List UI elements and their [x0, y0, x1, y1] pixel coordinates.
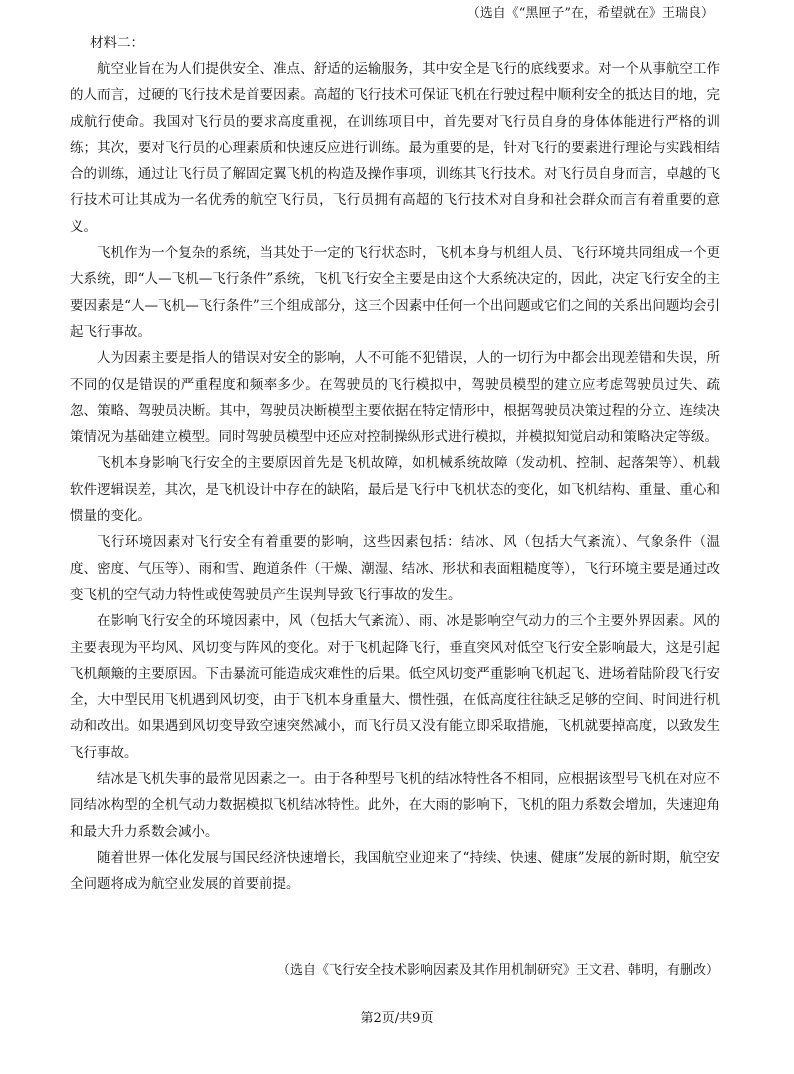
paragraph: 航空业旨在为人们提供安全、准点、舒适的运输服务，其中安全是飞行的底线要求。对一个从事航空工作的人而言，过硬的飞行技术是首要因素。高超的飞行技术可保证飞机在行驶过程中顺利安全的抵达目的地，完成航行使命。我国对飞行员的要求高度重视，在训练项目中，首先要对飞行员自身的身体体能进行严格的训练；其次，要对飞行员的心理素质和快速反应进行训练。最为重要的是，针对飞行的要素进行理论与实践相结合的训练，通过让飞行员了解固定翼飞机的构造及操作事项，训练其飞行技术。对飞行员自身而言，卓越的飞行技术可让其成为一名优秀的航空飞行员，飞行员拥有高超的飞行技术对自身和社会群众而言有着重要的意义。 [70, 61, 720, 235]
paragraph: 随着世界一体化发展与国民经济快速增长，我国航空业迎来了“持续、快速、健康”发展的新时期，航空安全问题将成为航空业发展的首要前提。 [70, 849, 720, 893]
paragraph: 飞行环境因素对飞行安全有着重要的影响，这些因素包括：结冰、风（包括大气紊流）、气象条件（温度、密度、气压等）、雨和雪、跑道条件（干燥、潮湿、结冰、形状和表面粗糙度等），飞行环境主要是通过改变飞机的空气动力特性或使驾驶员产生误判导致飞行事故的发生。 [70, 534, 720, 603]
source-citation-top: （选自《“黑匣子”在，希望就在》王瑞良） [466, 6, 714, 21]
paragraph: 飞机本身影响飞行安全的主要原因首先是飞机故障，如机械系统故障（发动机、控制、起落架等）、机载软件逻辑误差，其次，是飞机设计中存在的缺陷，最后是飞行中飞机状态的变化，如飞机结构、重量、重心和惯量的变化。 [70, 455, 720, 525]
paragraph: 在影响飞行安全的环境因素中，风（包括大气紊流）、雨、冰是影响空气动力的三个主要外界因素。风的主要表现为平均风、风切变与阵风的变化。对于飞机起降飞行，垂直突风对低空飞行安全影响最大，这是引起飞机颠簸的主要原因。下击暴流可能造成灾难性的后果。低空风切变严重影响飞机起飞、进场着陆阶段飞行安全，大中型民用飞机遇到风切变，由于飞机本身重量大、惯性强，在低高度往往缺乏足够的空间、时间进行机动和改出。如果遇到风切变导致空速突然减小，而飞行员又没有能立即采取措施，飞机就要掉高度，以致发生飞行事故。 [70, 613, 720, 761]
paragraph: 飞机作为一个复杂的系统，当其处于一定的飞行状态时，飞机本身与机组人员、飞行环境共同组成一个更大系统，即“人—飞机—飞行条件”系统，飞机飞行安全主要是由这个大系统决定的，因此，决定飞行安全的主要因素是“人—飞机—飞行条件”三个组成部分，这三个因素中任何一个出问题或它们之间的关系出问题均会引起飞行事故。 [70, 245, 720, 340]
paragraph: 人为因素主要是指人的错误对安全的影响，人不可能不犯错误，人的一切行为中都会出现差错和失误，所不同的仅是错误的严重程度和频率多少。在驾驶员的飞行模拟中，驾驶员模型的建立应考虑驾驶员过失、疏忽、策略、驾驶员决断。其中，驾驶员决断模型主要依据在特定情形中，根据驾驶员决策过程的分立、连续决策情况为基础建立模型。同时驾驶员模型中还应对控制操纵形式进行模拟，并模拟知觉启动和策略决定等级。 [70, 350, 720, 446]
source-citation-bottom: （选自《飞行安全技术影响因素及其作用机制研究》王文君、韩明，有删改） [276, 963, 719, 978]
paragraph: 结冰是飞机失事的最常见因素之一。由于各种型号飞机的结冰特性各不相同，应根据该型号飞机在对应不同结冰构型的全机气动力数据模拟飞机结冰特性。此外，在大雨的影响下，飞机的阻力系数会增加，失速迎角和最大升力系数会减小。 [70, 771, 720, 840]
page-number: 第2页/共9页 [360, 1011, 434, 1026]
article-body [70, 56, 720, 898]
material-heading: 材料二： [90, 35, 144, 51]
